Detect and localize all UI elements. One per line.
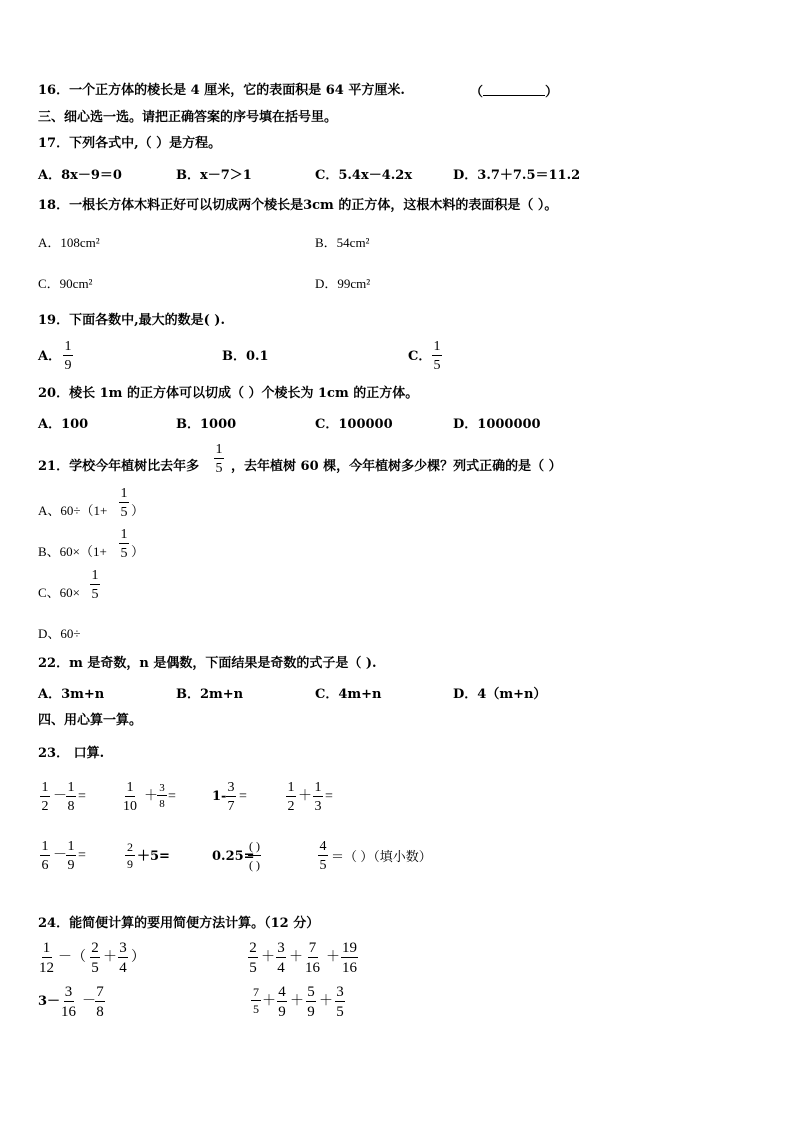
q24-e3-op: － — [82, 994, 96, 1009]
q23-r1-e1-frac1: $\frac{1}{2}$ — [41, 780, 49, 814]
q20-option-c[interactable]: C．100000 — [315, 417, 393, 432]
q21-option-c[interactable]: C、60× — [38, 585, 81, 600]
q19-option-a-label[interactable]: A． — [38, 349, 62, 364]
q24-stem: 24．能简便计算的要用简便方法计算。（12 分） — [38, 916, 320, 931]
q19-option-c-label[interactable]: C． — [408, 349, 432, 364]
q24-e2-frac4: $\frac{19}{16}$ — [342, 940, 357, 976]
q20-option-a[interactable]: A．100 — [38, 417, 89, 432]
q24-e2-op3: ＋ — [326, 950, 340, 965]
q21-option-a[interactable]: A、60÷（1+ — [38, 503, 108, 518]
q23-r1-e2-eq: = — [168, 789, 176, 804]
q24-e4-op1: ＋ — [262, 994, 276, 1009]
q23-r2-e3-blank-fraction[interactable]: ( ) ( ) — [249, 839, 260, 872]
q16-answer-blank[interactable]: （ ） — [470, 85, 559, 100]
q21-option-b-close: ） — [131, 544, 145, 559]
q23-r2-e2-frac: $\frac{2}{9}$ — [127, 840, 133, 871]
q24-e4-op2: ＋ — [290, 994, 304, 1009]
q24-e3-frac1: $\frac{3}{16}$ — [61, 984, 76, 1020]
section-3-heading: 三、细心选一选。请把正确答案的序号填在括号里。 — [38, 110, 338, 125]
q19-stem: 19．下面各数中,最大的数是( ). — [38, 313, 225, 328]
q23-r2-e1-op: － — [53, 848, 67, 863]
q24-e4-frac1: $\frac{7}{5}$ — [253, 985, 259, 1016]
q18-option-c[interactable]: C．90cm² — [38, 276, 93, 291]
q23-r1-e3-frac: $\frac{3}{7}$ — [227, 780, 235, 814]
q22-option-a[interactable]: A．3m+n — [38, 687, 105, 702]
q23-r1-e4-frac1: $\frac{1}{2}$ — [287, 780, 295, 814]
q24-e1-op: ＋ — [103, 950, 117, 965]
q24-e1-frac2: $\frac{2}{5}$ — [91, 940, 99, 976]
q19-option-a-fraction: $\frac{1}{9}$ — [64, 339, 72, 373]
q23-r1-e4-frac2: $\frac{1}{3}$ — [314, 780, 322, 814]
q23-r1-e1-eq: = — [78, 789, 86, 804]
q23-r2-e3-label: 0.25= — [212, 849, 255, 864]
q22-stem: 22．m 是奇数，n 是偶数，下面结果是奇数的式子是（ ). — [38, 656, 377, 671]
q24-e1-frac1: $\frac{1}{12}$ — [39, 940, 54, 976]
q23-r2-e4-fill[interactable]: ＝（ ）（填小数） — [331, 849, 432, 864]
q23-r1-e2-op: ＋ — [144, 789, 158, 804]
q17-stem: 17．下列各式中,（ ）是方程。 — [38, 136, 222, 151]
q21-stem-part1: 21．学校今年植树比去年多 — [38, 459, 200, 474]
q17-option-a[interactable]: A．8x－9＝0 — [38, 168, 122, 183]
q23-r1-e3-one: 1- — [212, 789, 227, 804]
q24-e4-frac2: $\frac{4}{9}$ — [278, 984, 286, 1020]
q24-e4-op3: ＋ — [319, 994, 333, 1009]
q21-option-a-fraction: $\frac{1}{5}$ — [120, 486, 128, 520]
q24-e3-three: 3－ — [38, 994, 61, 1009]
q20-option-b[interactable]: B．1000 — [176, 417, 237, 432]
q24-e3-frac2: $\frac{7}{8}$ — [96, 984, 104, 1020]
q23-r2-e2-plus5: ＋5= — [137, 849, 170, 864]
q24-e2-op1: ＋ — [261, 950, 275, 965]
q24-e2-op2: ＋ — [289, 950, 303, 965]
q21-option-b-fraction: $\frac{1}{5}$ — [120, 527, 128, 561]
q16-text: 16．一个正方体的棱长是 4 厘米，它的表面积是 64 平方厘米. — [38, 83, 405, 98]
q21-option-d[interactable]: D、60÷ — [38, 626, 81, 641]
section-4-heading: 四、用心算一算。 — [38, 713, 143, 728]
q18-option-d[interactable]: D．99cm² — [315, 276, 371, 291]
q22-option-b[interactable]: B．2m+n — [176, 687, 244, 702]
q23-r2-e1-frac2: $\frac{1}{9}$ — [67, 839, 75, 873]
q18-option-b[interactable]: B．54cm² — [315, 235, 370, 250]
q24-e2-frac2: $\frac{3}{4}$ — [277, 940, 285, 976]
q24-e4-frac3: $\frac{5}{9}$ — [307, 984, 315, 1020]
q21-stem-fraction: $\frac{1}{5}$ — [215, 442, 223, 476]
q24-e2-frac1: $\frac{2}{5}$ — [249, 940, 257, 976]
q23-r1-e2-frac2: $\frac{3}{8}$ — [157, 782, 167, 810]
q19-option-c-fraction: $\frac{1}{5}$ — [433, 339, 441, 373]
q17-option-d[interactable]: D．3.7＋7.5＝11.2 — [453, 168, 581, 183]
q23-r1-e2-frac1: $\frac{1}{10}$ — [123, 780, 137, 814]
q24-e1-paren-close: ） — [131, 950, 145, 965]
q24-e2-frac3: $\frac{7}{16}$ — [305, 940, 320, 976]
q21-stem-part2: ，去年植树 60 棵，今年植树多少棵？列式正确的是（ ） — [231, 459, 562, 474]
q22-option-d[interactable]: D．4（m+n） — [453, 687, 547, 702]
q19-option-b[interactable]: B．0.1 — [222, 349, 269, 364]
q23-r1-e4-op: ＋ — [298, 789, 312, 804]
q20-stem: 20．棱长 1m 的正方体可以切成（ ）个棱长为 1cm 的正方体。 — [38, 386, 419, 401]
q18-stem: 18．一根长方体木料正好可以切成两个棱长是3cm 的正方体，这根木料的表面积是（ ）。 — [38, 198, 558, 213]
q24-e4-frac4: $\frac{3}{5}$ — [336, 984, 344, 1020]
q21-option-c-fraction: $\frac{1}{5}$ — [91, 568, 99, 602]
q21-option-b[interactable]: B、60×（1+ — [38, 544, 107, 559]
q17-option-c[interactable]: C．5.4x－4.2x — [315, 168, 413, 183]
q23-r2-e1-eq: = — [78, 848, 86, 863]
q23-r1-e1-op: － — [53, 789, 67, 804]
q23-r2-e1-frac1: $\frac{1}{6}$ — [41, 839, 49, 873]
q23-r1-e1-frac2: $\frac{1}{8}$ — [67, 780, 75, 814]
q23-r2-e4-frac: $\frac{4}{5}$ — [319, 839, 327, 873]
q21-option-a-close: ） — [131, 503, 145, 518]
q17-option-b[interactable]: B．x－7＞1 — [176, 168, 252, 183]
q23-stem: 23． 口算. — [38, 746, 105, 761]
q24-e1-frac3: $\frac{3}{4}$ — [119, 940, 127, 976]
q23-r1-e4-eq: = — [325, 789, 333, 804]
q23-r1-e3-eq: = — [239, 789, 247, 804]
q24-e1-paren-open: －（ — [58, 950, 86, 965]
q18-option-a[interactable]: A．108cm² — [38, 235, 100, 250]
q20-option-d[interactable]: D．1000000 — [453, 417, 541, 432]
q22-option-c[interactable]: C．4m+n — [315, 687, 382, 702]
